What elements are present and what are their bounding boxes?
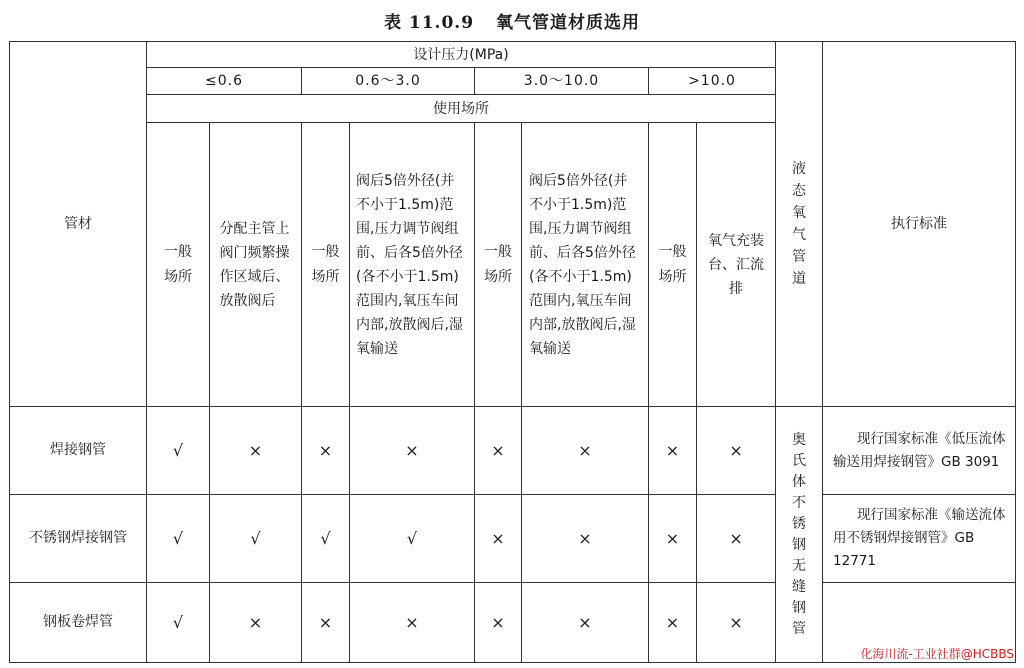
usage-general-3-text: 一般场所 xyxy=(484,243,512,285)
row-1-mark-5: × xyxy=(475,407,522,495)
pressure-range-4: >10.0 xyxy=(649,68,776,95)
usage-valve-range-1-text: 阀后5倍外径(并不小于1.5m)范围,压力调节阀组前、后各5倍外径(各不小于1.5m)范围内,氧压车间内部,放散阀后,湿氧输送 xyxy=(356,172,463,357)
usage-general-1-text: 一般场所 xyxy=(164,243,192,285)
row-1-mark-7: × xyxy=(649,407,697,495)
row-3-mark-8: × xyxy=(697,583,776,663)
header-standard: 执行标准 xyxy=(823,42,1016,407)
usage-general-2-text: 一般场所 xyxy=(311,243,340,285)
row-3-mark-6: × xyxy=(522,583,649,663)
watermark-text: 化海川流-工业社群@HCBBS xyxy=(860,647,1014,661)
row-1-mark-4: × xyxy=(350,407,475,495)
row-3-mark-3: × xyxy=(302,583,350,663)
row-1-mark-2: × xyxy=(210,407,302,495)
liquid-material-text: 奥氏体不锈钢无缝钢管 xyxy=(792,431,807,637)
usage-general-4 xyxy=(649,123,697,407)
usage-distribution-text: 分配主管上阀门频繁操作区域后、放散阀后 xyxy=(219,220,290,309)
row-1-mark-8: × xyxy=(697,407,776,495)
usage-valve-range-2-text: 阀后5倍外径(并不小于1.5m)范围,压力调节阀组前、后各5倍外径(各不小于1.5m)范围内,氧压车间内部,放散阀后,湿氧输送 xyxy=(529,172,636,357)
row-2-mark-8: × xyxy=(697,495,776,583)
row-1-material: 焊接钢管 xyxy=(10,407,147,495)
row-3-mark-1: √ xyxy=(147,583,210,663)
row-2-material: 不锈钢焊接钢管 xyxy=(10,495,147,583)
liquid-material-cell xyxy=(776,407,823,663)
usage-filling-text: 氧气充装台、汇流排 xyxy=(708,232,765,297)
usage-valve-range-2 xyxy=(522,123,649,407)
row-2-mark-7: × xyxy=(649,495,697,583)
pressure-range-1: ≤0.6 xyxy=(147,68,302,95)
table-title xyxy=(0,8,1024,33)
usage-general-1 xyxy=(147,123,210,407)
header-liquid-oxygen-text: 液态氧气管道 xyxy=(792,161,807,287)
usage-valve-range-1 xyxy=(350,123,475,407)
header-design-pressure: 设计压力(MPa) xyxy=(147,42,776,68)
usage-general-3 xyxy=(475,123,522,407)
header-usage-place: 使用场所 xyxy=(147,95,776,123)
row-2-standard: 现行国家标准《输送流体用不锈钢焊接钢管》GB 12771 xyxy=(823,495,1016,583)
row-2-mark-5: × xyxy=(475,495,522,583)
usage-general-4-text: 一般场所 xyxy=(658,243,687,285)
row-1-standard: 现行国家标准《低压流体输送用焊接钢管》GB 3091 xyxy=(823,407,1016,495)
row-1-mark-1: √ xyxy=(147,407,210,495)
table-number: 表 11.0.9 xyxy=(383,13,475,33)
row-3-material: 钢板卷焊管 xyxy=(10,583,147,663)
usage-general-2 xyxy=(302,123,350,407)
pressure-range-2: 0.6～3.0 xyxy=(302,68,475,95)
usage-distribution xyxy=(210,123,302,407)
row-3-mark-7: × xyxy=(649,583,697,663)
usage-filling xyxy=(697,123,776,407)
row-2-mark-3: √ xyxy=(302,495,350,583)
row-1-mark-3: × xyxy=(302,407,350,495)
oxygen-pipe-material-table xyxy=(9,41,1016,663)
header-liquid-oxygen xyxy=(776,42,823,407)
row-1-mark-6: × xyxy=(522,407,649,495)
row-3-mark-2: × xyxy=(210,583,302,663)
row-2-mark-4: √ xyxy=(350,495,475,583)
row-3-mark-5: × xyxy=(475,583,522,663)
row-2-mark-6: × xyxy=(522,495,649,583)
row-2-mark-1: √ xyxy=(147,495,210,583)
table-title-text: 氧气管道材质选用 xyxy=(496,13,641,33)
row-3-mark-4: × xyxy=(350,583,475,663)
header-material: 管材 xyxy=(10,42,147,407)
row-2-mark-2: √ xyxy=(210,495,302,583)
pressure-range-3: 3.0～10.0 xyxy=(475,68,649,95)
